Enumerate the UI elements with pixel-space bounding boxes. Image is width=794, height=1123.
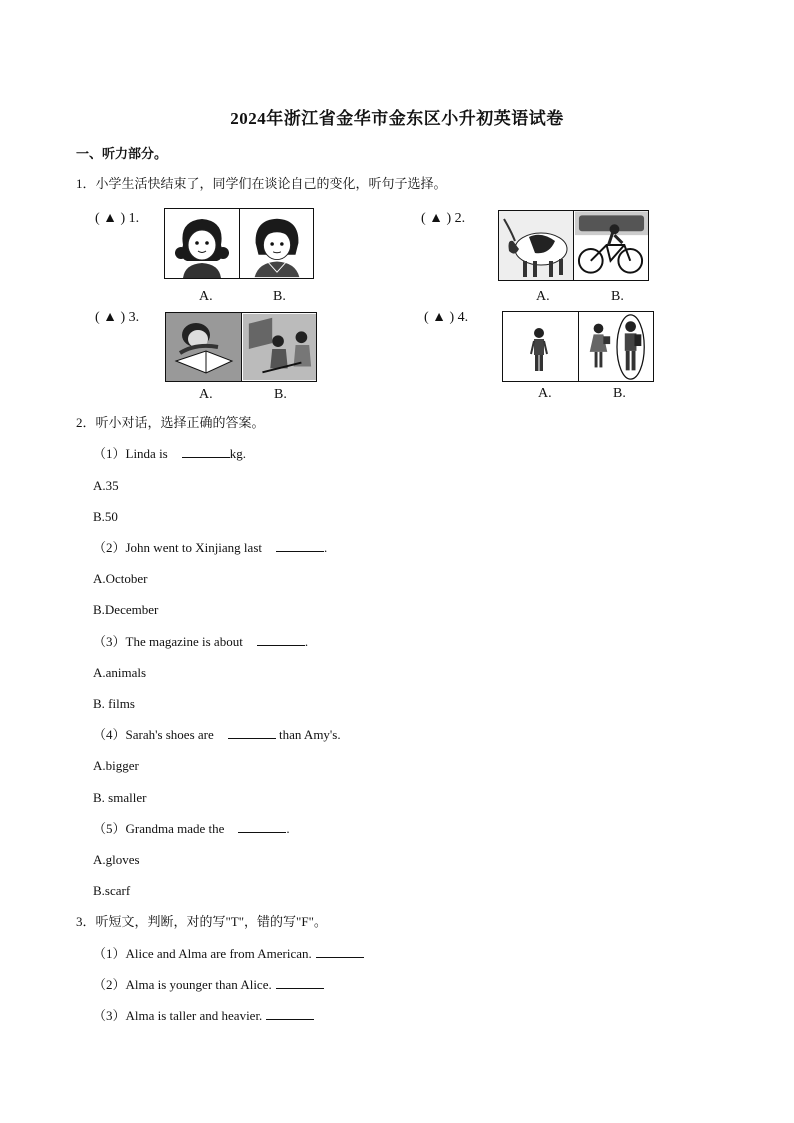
boy-standing-image <box>503 312 578 381</box>
q2-item-5-option-a: A.gloves <box>93 852 140 867</box>
q2-item-2 <box>93 540 327 556</box>
q1-item-2-picture <box>498 210 649 281</box>
q3-item-2-text: （2）Alma is younger than Alice. <box>93 977 272 992</box>
q2-item-3 <box>93 634 308 650</box>
q2-item-3-suffix: . <box>304 634 309 649</box>
q1-item-3-picture <box>165 312 317 382</box>
q2-item-5-option-b: B.scarf <box>93 883 131 898</box>
q3-item-1-text: （1）Alice and Alma are from American. <box>93 946 312 961</box>
q1-item-4-option-b: B. <box>613 386 626 401</box>
q1-item-4-picture <box>502 311 654 382</box>
q2-item-3-text: （3）The magazine is about <box>93 634 243 649</box>
answer-blank[interactable] <box>257 634 305 646</box>
q2-item-3-option-a: A.animals <box>93 665 147 680</box>
q2-item-5-text: （5）Grandma made the <box>93 821 225 836</box>
girl-short-hair-image <box>241 209 313 278</box>
q2-item-2-suffix: . <box>324 540 328 555</box>
answer-blank[interactable] <box>182 446 230 458</box>
question-2-instruction: 2．听小对话，选择正确的答案。 <box>76 415 265 430</box>
q2-item-4 <box>93 727 341 743</box>
q1-item-2-number: ( ▲ ) 2. <box>421 211 466 226</box>
q2-item-4-option-a: A.bigger <box>93 758 139 773</box>
q2-item-4-text: （4）Sarah's shoes are <box>93 727 214 742</box>
q1-item-4-option-a: A. <box>538 386 552 401</box>
q3-item-3 <box>93 1008 314 1024</box>
answer-blank[interactable] <box>266 1008 314 1020</box>
q3-item-1 <box>93 946 364 962</box>
q2-item-1-option-a: A.35 <box>93 478 119 493</box>
answer-blank[interactable] <box>228 727 276 739</box>
q1-item-2-option-a: A. <box>536 289 550 304</box>
q2-item-1-suffix: kg. <box>229 446 246 461</box>
q1-item-2-option-b: B. <box>611 289 624 304</box>
girl-long-hair-image <box>165 209 239 278</box>
page-title: 2024年浙江省金华市金东区小升初英语试卷 <box>230 109 564 128</box>
q1-item-3-option-b: B. <box>274 387 287 402</box>
q1-item-1-option-b: B. <box>273 289 286 304</box>
girl-reading-image <box>166 313 241 381</box>
q2-item-2-option-a: A.October <box>93 571 148 586</box>
answer-blank[interactable] <box>276 977 324 989</box>
q2-item-3-option-b: B. films <box>93 696 135 711</box>
girl-and-boy-circled-image <box>580 312 653 381</box>
q2-item-2-option-b: B.December <box>93 602 159 617</box>
q1-item-1-picture <box>164 208 314 279</box>
boy-riding-bicycle-image <box>575 211 648 280</box>
section-heading-listening: 一、听力部分。 <box>76 146 168 161</box>
q2-item-5-suffix: . <box>286 821 290 836</box>
q1-item-1-number: ( ▲ ) 1. <box>95 211 140 226</box>
question-3-instruction: 3．听短文，判断，对的写"T"，错的写"F"。 <box>76 914 327 929</box>
q2-item-4-option-b: B. smaller <box>93 790 147 805</box>
q2-item-4-suffix: than Amy's. <box>275 727 341 742</box>
q2-item-1 <box>93 446 246 462</box>
q2-item-2-text: （2）John went to Xinjiang last <box>93 540 262 555</box>
answer-blank[interactable] <box>238 821 286 833</box>
question-1-instruction: 1．小学生活快结束了，同学们在谈论自己的变化，听句子选择。 <box>76 176 447 191</box>
q1-item-3-option-a: A. <box>199 387 213 402</box>
q3-item-2 <box>93 977 324 993</box>
q1-item-3-number: ( ▲ ) 3. <box>95 310 140 325</box>
q2-item-5 <box>93 821 290 837</box>
answer-blank[interactable] <box>316 946 364 958</box>
answer-blank[interactable] <box>276 540 324 552</box>
q1-item-4-number: ( ▲ ) 4. <box>424 310 469 325</box>
q2-item-1-option-b: B.50 <box>93 509 118 524</box>
q2-item-1-text: （1）Linda is <box>93 446 168 461</box>
cow-image <box>499 211 573 280</box>
q1-item-1-option-a: A. <box>199 289 213 304</box>
students-in-classroom-image <box>243 313 316 381</box>
q3-item-3-text: （3）Alma is taller and heavier. <box>93 1008 263 1023</box>
